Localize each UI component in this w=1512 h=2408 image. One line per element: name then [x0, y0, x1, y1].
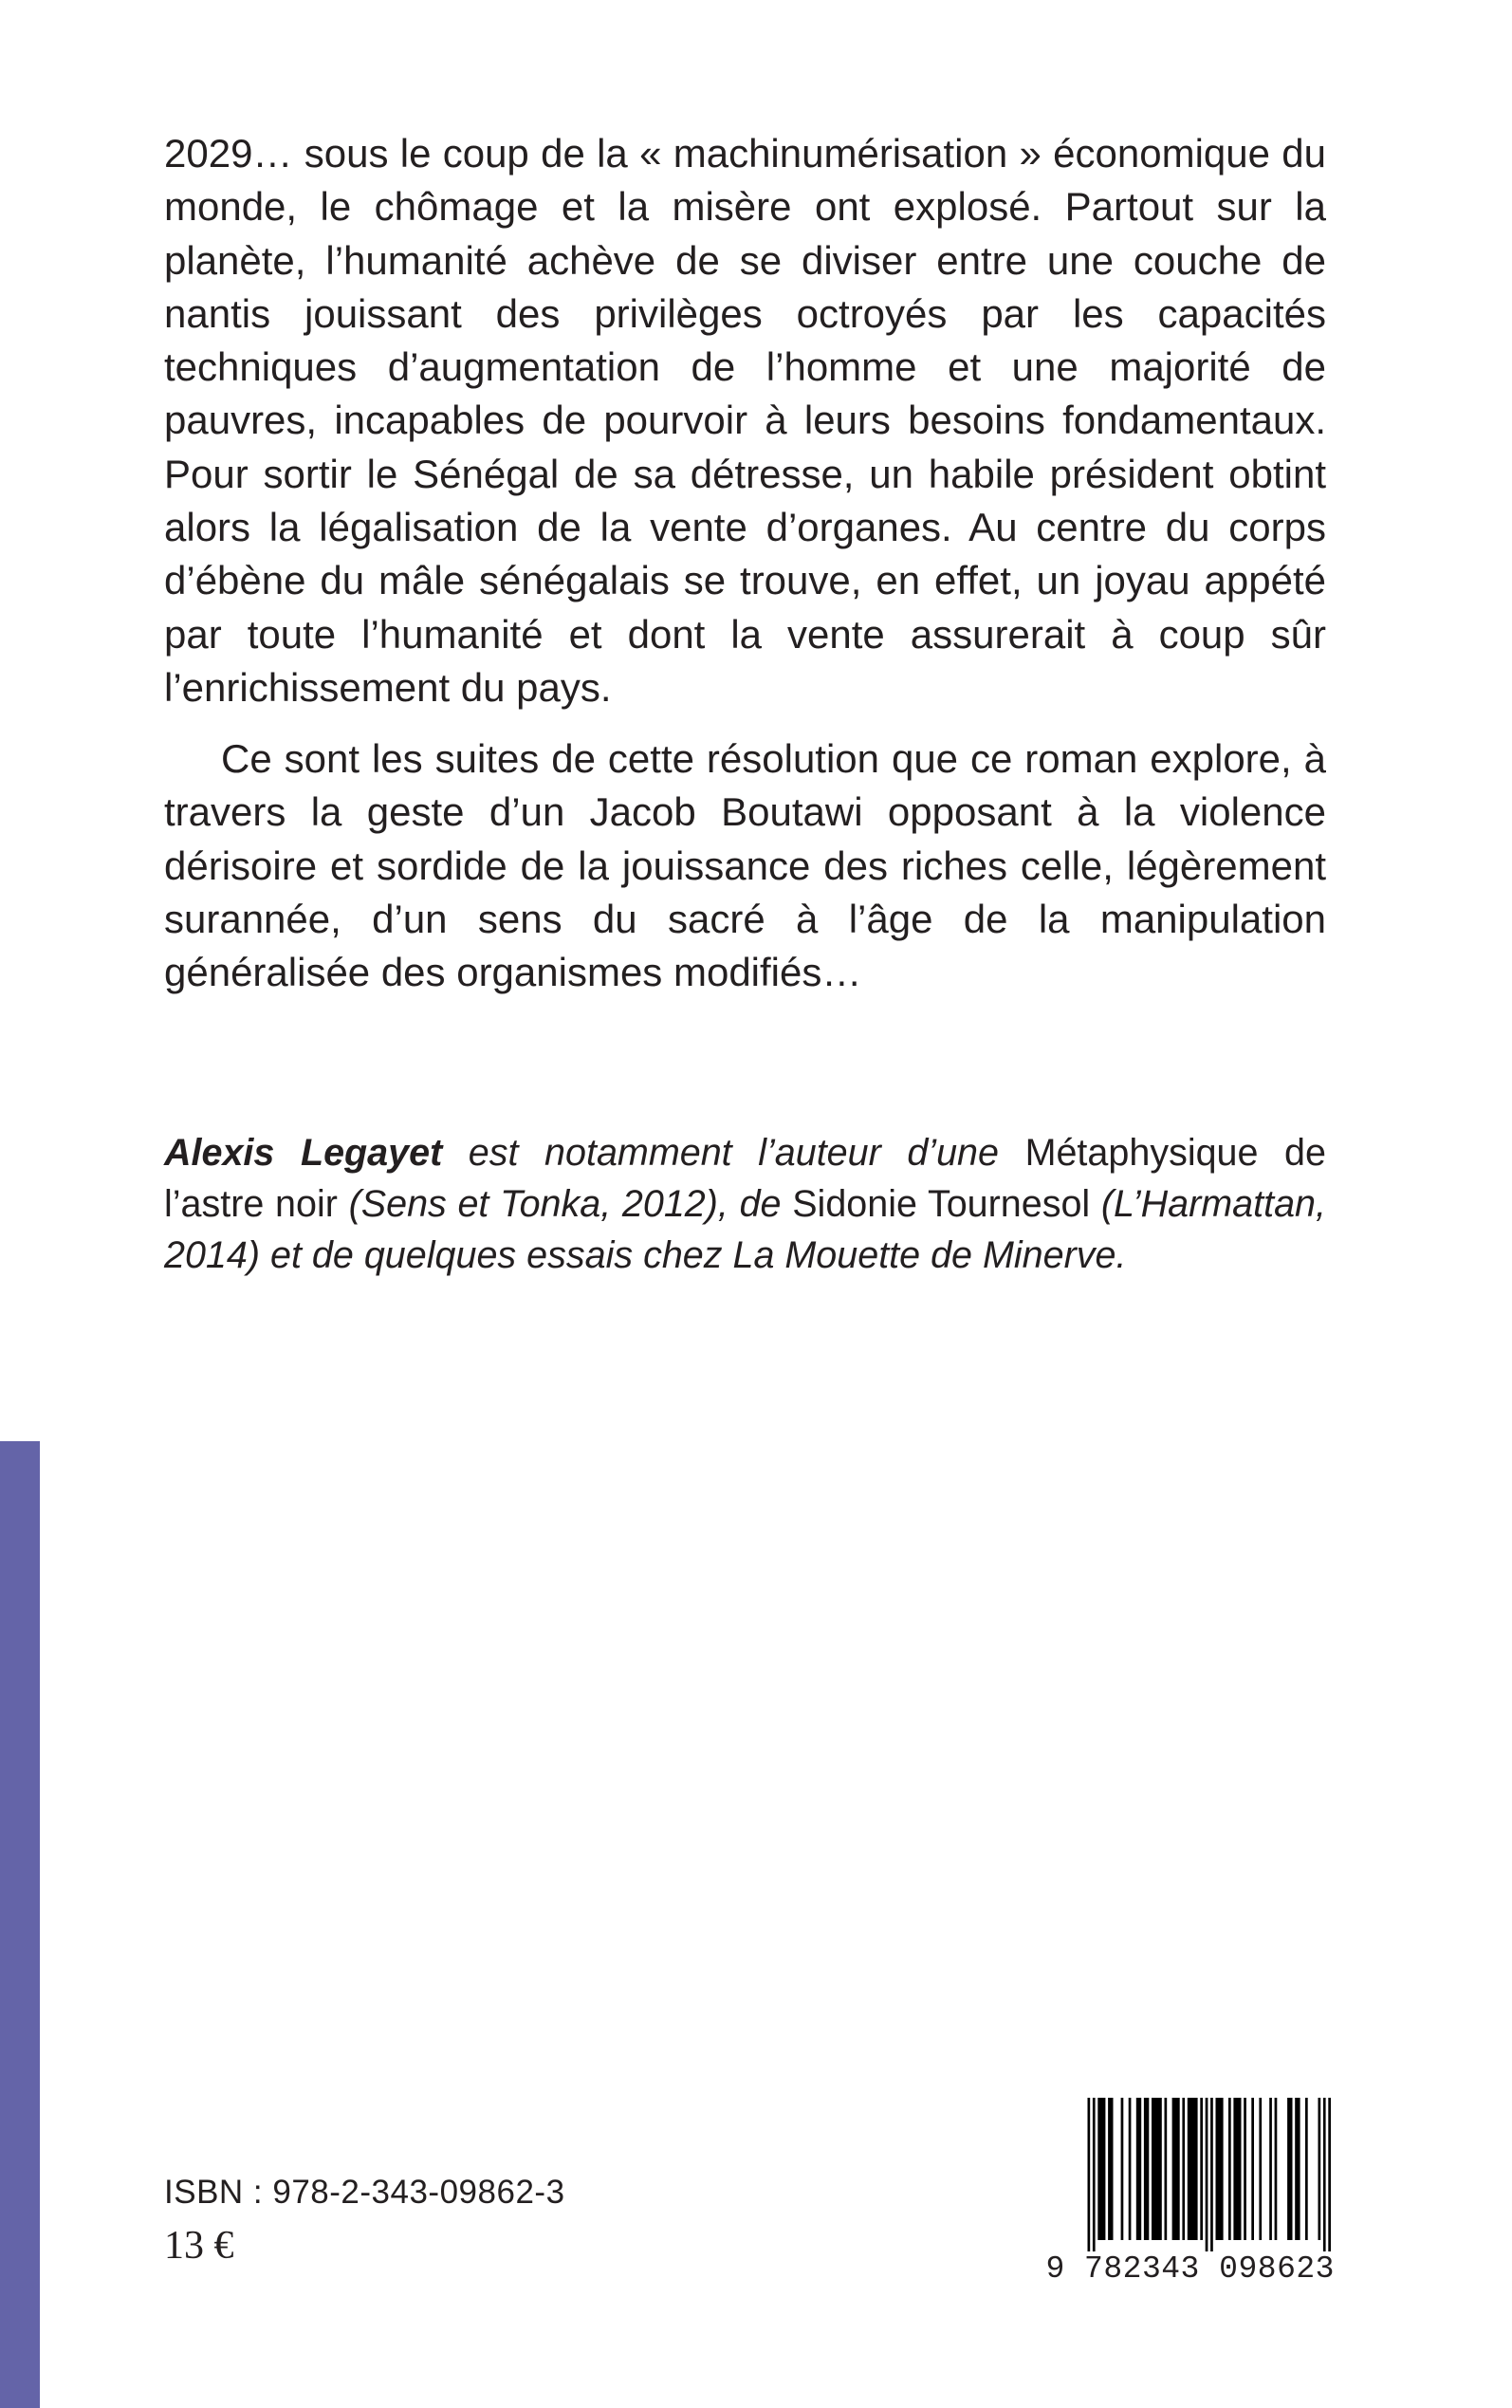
- barcode-bar: [1269, 2098, 1272, 2240]
- barcode-bar: [1233, 2098, 1241, 2240]
- barcode-bar: [1287, 2098, 1292, 2240]
- bio-text-3: (L’Harmattan, 2014) et de quelques essais chez La Mouette de Minerve.: [164, 1183, 1326, 1276]
- bio-text-2: (Sens et Tonka, 2012), de: [337, 1183, 793, 1225]
- barcode: [1024, 2092, 1335, 2291]
- barcode-bar: [1165, 2098, 1168, 2240]
- barcode-bar: [1129, 2098, 1132, 2240]
- author-name: Alexis Legayet: [164, 1132, 443, 1174]
- bio-text-1: est notamment l’auteur d’une: [442, 1132, 1025, 1174]
- barcode-bars: [1024, 2092, 1335, 2253]
- barcode-bar: [1251, 2098, 1254, 2240]
- barcode-bar: [1182, 2098, 1185, 2240]
- isbn-label: ISBN : 978-2-343-09862-3: [164, 2174, 565, 2211]
- barcode-bar: [1200, 2098, 1203, 2240]
- barcode-bar: [1328, 2098, 1331, 2251]
- barcode-bar: [1121, 2098, 1124, 2240]
- barcode-bar: [1144, 2098, 1149, 2240]
- side-color-bar: [0, 1441, 40, 2408]
- barcode-bar: [1152, 2098, 1162, 2240]
- author-bio: [164, 1127, 1326, 1281]
- barcode-bar: [1244, 2098, 1246, 2240]
- barcode-bar: [1318, 2098, 1321, 2240]
- bio-work-2: Sidonie Tournesol: [792, 1183, 1091, 1225]
- barcode-bar: [1295, 2098, 1300, 2240]
- blurb-paragraph-2: Ce sont les suites de cette résolution que ce roman explore, à travers la geste d’un Jacob Boutawi opposant à la violence dérisoire et sordide de la jouissance des riches celle, légèrement surannée, d’un sens du sacré à l’âge de la manipulation généralisée des organismes modifiés…: [164, 736, 1326, 995]
- barcode-bar: [1188, 2098, 1198, 2240]
- barcode-bar: [1108, 2098, 1113, 2240]
- barcode-bar: [1172, 2098, 1180, 2240]
- barcode-bar: [1136, 2098, 1141, 2240]
- bio-work-1: Métaphysique de l’astre noir: [164, 1132, 1326, 1225]
- price-label: 13 €: [164, 2224, 234, 2268]
- barcode-bar: [1259, 2098, 1262, 2240]
- barcode-bar: [1275, 2098, 1278, 2240]
- barcode-bar: [1093, 2098, 1096, 2251]
- barcode-bar: [1323, 2098, 1326, 2251]
- barcode-bar: [1097, 2098, 1105, 2240]
- barcode-bar: [1305, 2098, 1308, 2240]
- barcode-bar: [1210, 2098, 1213, 2251]
- barcode-bar: [1228, 2098, 1231, 2240]
- barcode-digits: 9 782343 098623: [1045, 2251, 1335, 2287]
- barcode-bar: [1206, 2098, 1208, 2251]
- barcode-bar: [1216, 2098, 1224, 2240]
- blurb-paragraph-1: 2029… sous le coup de la « machinumérisation » économique du monde, le chômage et la misère ont explosé. Partout sur la planète, l’humanité achève de se diviser entre une couche de nantis jouissant des privilèges octroyés par les capacités techniques d’augmentation de l’homme et une majorité de pauvres, incapables de pourvoir à leurs besoins fondamentaux. Pour sortir le Sénégal de sa détresse, un habile président obtint alors la légalisation de la vente d’organes. Au centre du corps d’ébène du mâle sénégalais se trouve, en effet, un joyau appété par toute l’humanité et dont la vente assurerait à coup sûr l’enrichissement du pays.: [164, 131, 1326, 710]
- barcode-bar: [1088, 2098, 1091, 2251]
